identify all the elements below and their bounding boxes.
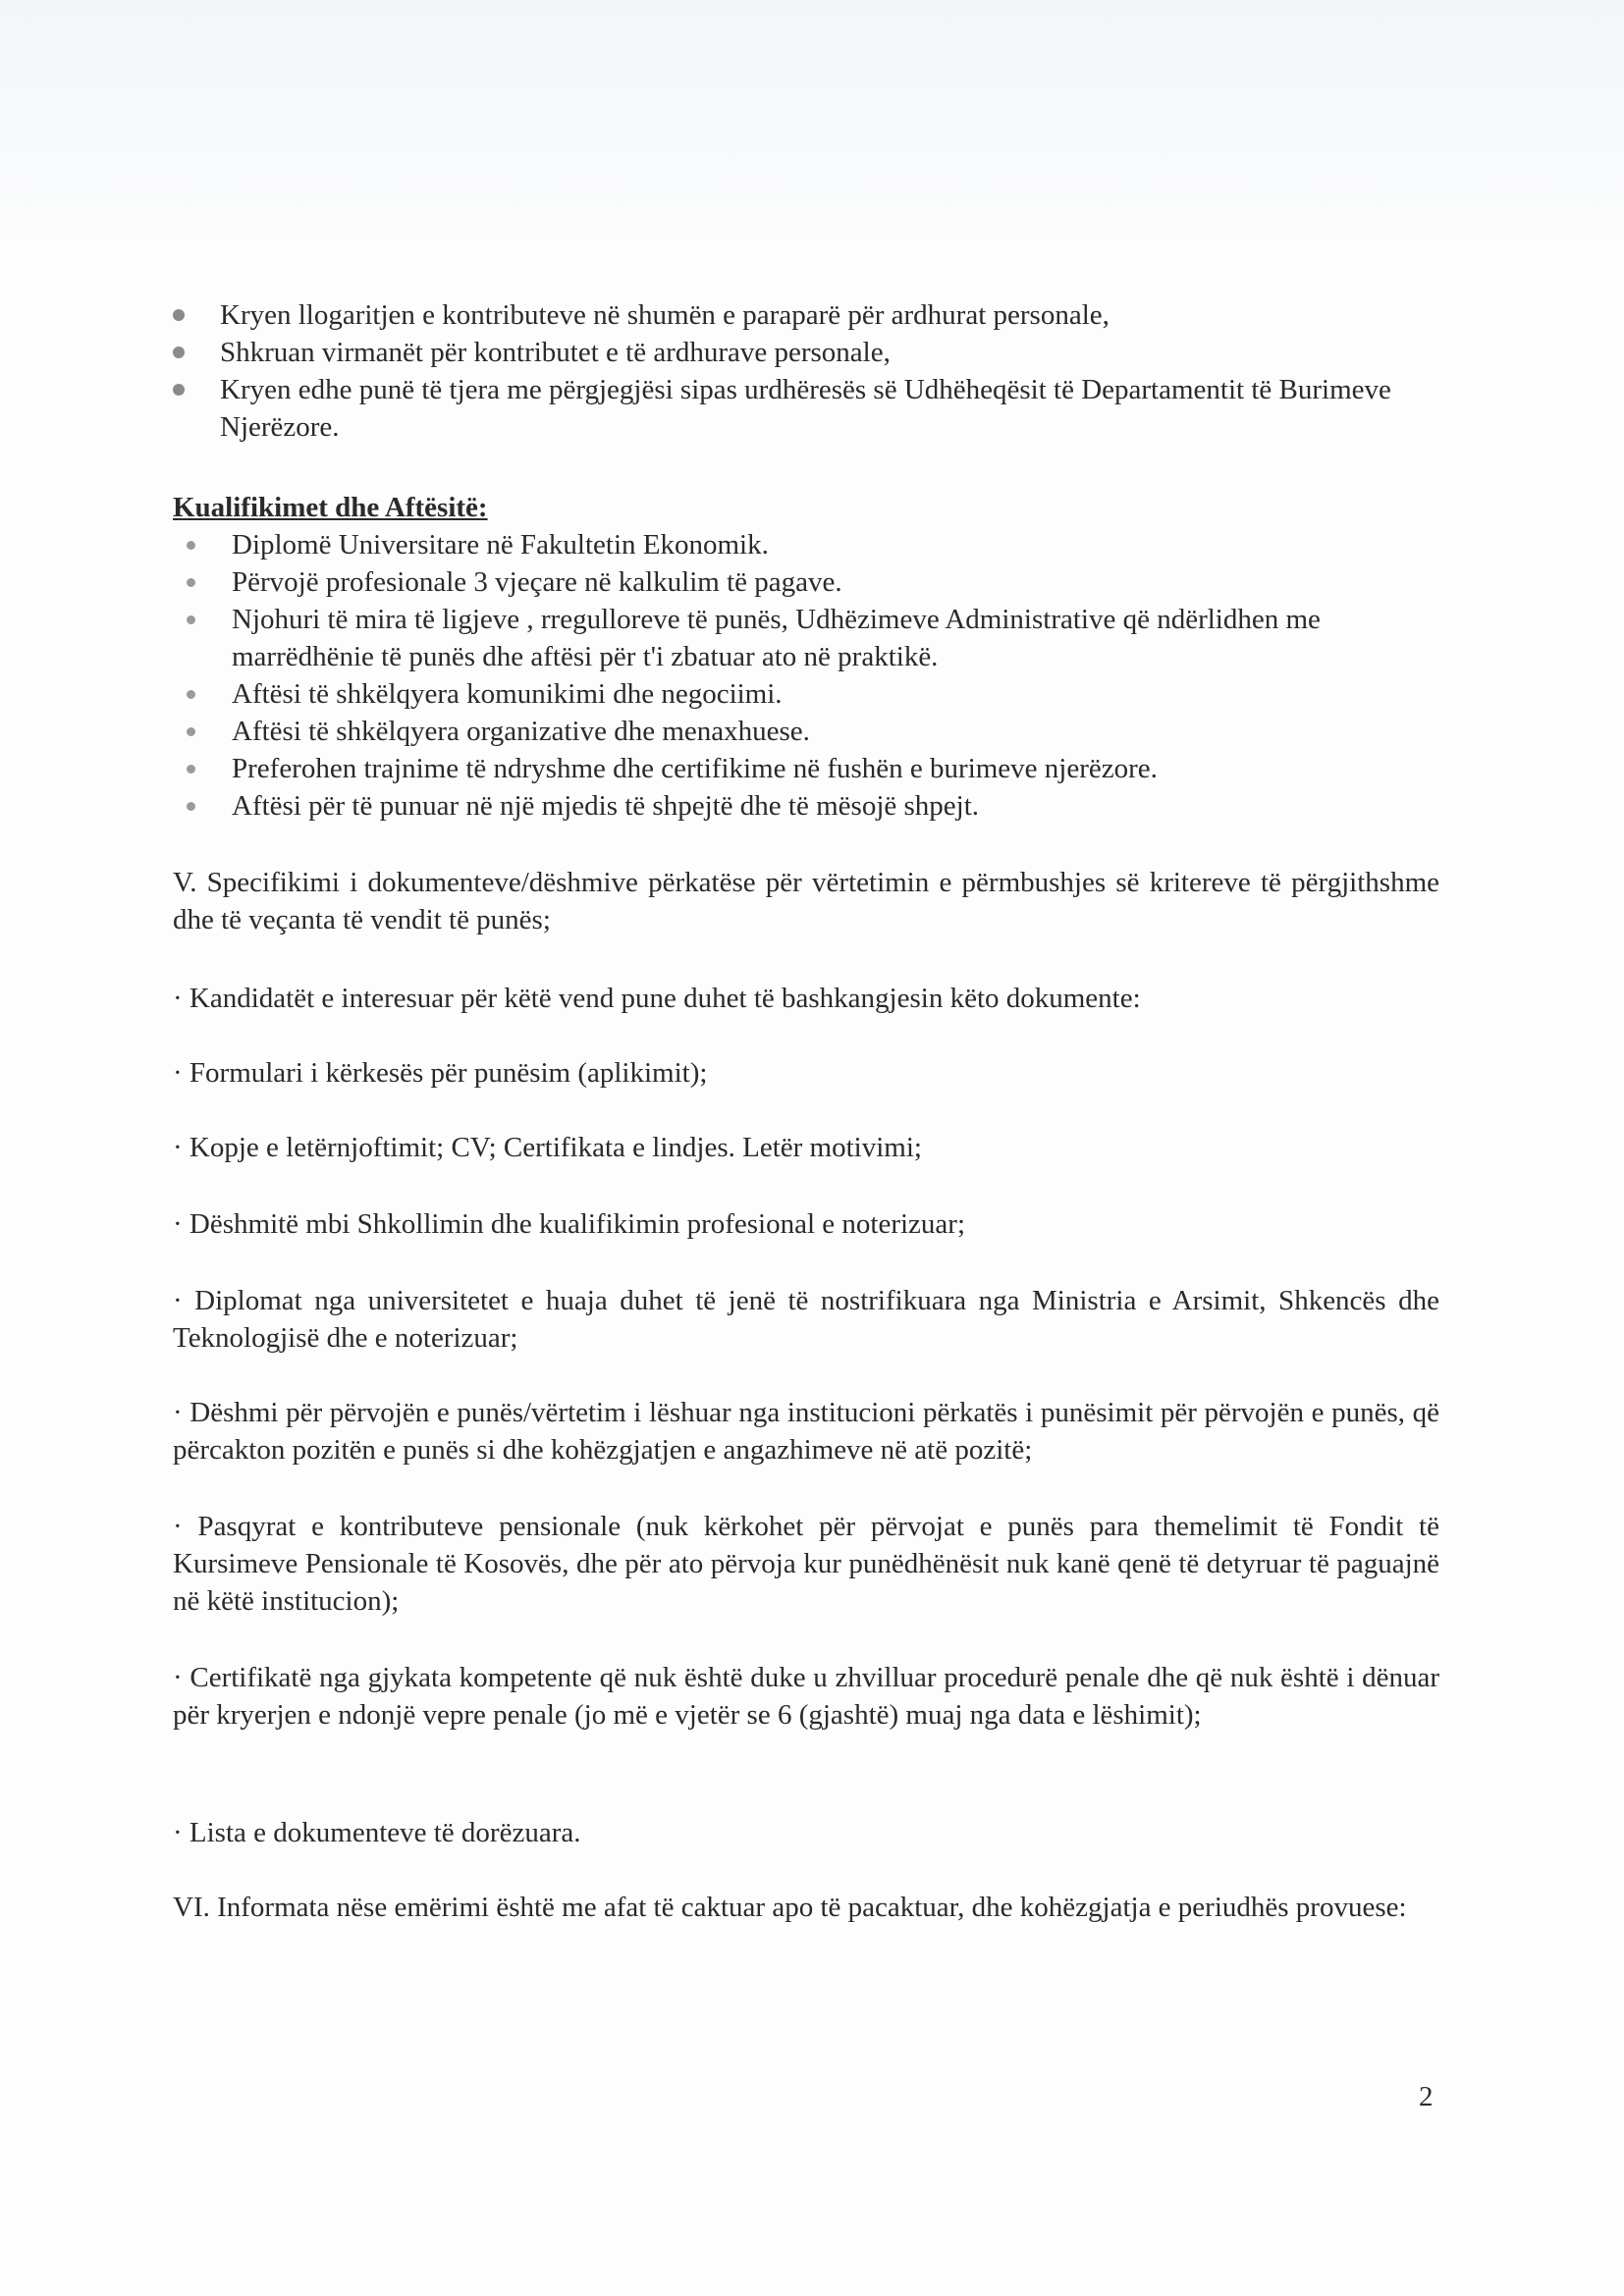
section-v-title: V. Specifikimi i dokumenteve/dëshmive përkatëse për vërtetimin e përmbushjes së kritereve të përgjithshme dhe të veçanta të vendit të punës; [173, 867, 1439, 935]
document-item: · Diplomat nga universitetet e huaja duhet të jenë të nostrifikuara nga Ministria e Arsimit, Shkencës dhe Teknologjisë dhe e noterizuar; [173, 1285, 1439, 1354]
list-item [173, 371, 1449, 446]
list-item [173, 296, 1449, 334]
page-number: 2 [1419, 2081, 1434, 2112]
qualification-text: Diplomë Universitare në Fakultetin Ekonomik. [232, 529, 769, 561]
duties-list [173, 296, 1449, 446]
qualification-text: Aftësi të shkëlqyera komunikimi dhe negociimi. [232, 678, 783, 710]
list-item [173, 750, 1449, 787]
bullet-icon [187, 690, 195, 699]
list-item [173, 526, 1449, 563]
duty-text: Kryen llogaritjen e kontributeve në shumën e paraparë për ardhurat personale, [220, 299, 1110, 331]
document-item: · Formulari i kërkesës për punësim (aplikimit); [173, 1057, 708, 1089]
bullet-icon [173, 309, 185, 321]
duty-text: Shkruan virmanët për kontributet e të ardhurave personale, [220, 337, 891, 368]
document-item: · Kopje e letërnjoftimit; CV; Certifikata e lindjes. Letër motivimi; [173, 1132, 922, 1163]
list-item [173, 563, 1449, 601]
qualifications-heading: Kualifikimet dhe Aftësitë: [173, 492, 488, 523]
bullet-icon [187, 765, 195, 774]
qualification-text: Përvojë profesionale 3 vjeçare në kalkulim të pagave. [232, 566, 842, 598]
duty-text: Kryen edhe punë të tjera me përgjegjësi sipas urdhëresës së Udhëheqësit të Departamentit të Burimeve Njerëzore. [220, 374, 1391, 443]
qualification-text: Aftësi të shkëlqyera organizative dhe menaxhuese. [232, 716, 810, 747]
qualification-text: Njohuri të mira të ligjeve , rregulloreve të punës, Udhëzimeve Administrative që ndërlidhen me marrëdhënie të punës dhe aftësi për t'i zbatuar ato në praktikë. [232, 604, 1321, 672]
list-item [173, 601, 1449, 675]
qualifications-list [173, 526, 1449, 825]
bullet-icon [187, 802, 195, 811]
section-vi-title: VI. Informata nëse emërimi është me afat të caktuar apo të pacaktuar, dhe kohëzgjatja e periudhës provuese: [173, 1892, 1407, 1923]
document-item: · Dëshmi për përvojën e punës/vërtetim i lëshuar nga institucioni përkatës i punësimit për përvojën e punës, që përcakton pozitën e punës si dhe kohëzgjatjen e angazhimeve në atë pozitë; [173, 1397, 1439, 1466]
list-item [173, 713, 1449, 750]
bullet-icon [187, 578, 195, 587]
list-item [173, 675, 1449, 713]
bullet-icon [173, 384, 185, 396]
scan-shade [0, 0, 1624, 245]
list-item [173, 787, 1449, 825]
document-item: · Certifikatë nga gjykata kompetente që nuk është duke u zhvilluar procedurë penale dhe që nuk është i dënuar për kryerjen e ndonjë vepre penale (jo më e vjetër se 6 (gjashtë) muaj nga data e lëshimit); [173, 1662, 1439, 1731]
qualification-text: Aftësi për të punuar në një mjedis të shpejtë dhe të mësojë shpejt. [232, 790, 980, 822]
document-item: · Dëshmitë mbi Shkollimin dhe kualifikimin profesional e noterizuar; [173, 1208, 966, 1240]
bullet-icon [187, 541, 195, 550]
list-item [173, 334, 1449, 371]
document-item: · Pasqyrat e kontributeve pensionale (nuk kërkohet për përvojat e punës para themelimit të Fondit të Kursimeve Pensionale të Kosovës, dhe për ato përvoja kur punëdhënësit nuk kanë qenë të detyruar të paguajnë në këtë institucion); [173, 1511, 1439, 1617]
bullet-icon [187, 615, 195, 624]
section-v-intro: · Kandidatët e interesuar për këtë vend pune duhet të bashkangjesin këto dokumente: [173, 983, 1141, 1014]
bullet-icon [187, 727, 195, 736]
document-item: · Lista e dokumenteve të dorëzuara. [173, 1817, 581, 1848]
qualification-text: Preferohen trajnime të ndryshme dhe certifikime në fushën e burimeve njerëzore. [232, 753, 1158, 784]
bullet-icon [173, 347, 185, 358]
